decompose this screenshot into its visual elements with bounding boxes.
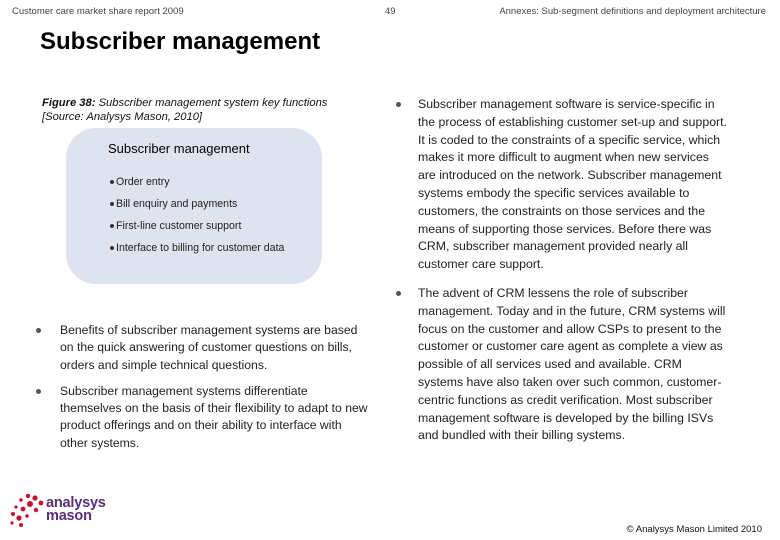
figure-box [66,128,322,284]
bullet-icon [110,246,114,250]
figure-caption-text: Subscriber management system key functions [Source: Analysys Mason, 2010] [42,97,328,123]
left-bullet-item: Benefits of subscriber management systems are based on the quick answering of customer questions on bills, orders and simple technical questions. [36,322,372,374]
figure-function-list [110,175,310,263]
figure-box-title: Subscriber management [108,141,250,156]
right-bullet-list [396,96,730,456]
bullet-icon [396,291,401,296]
figure-list-item: Order entry [110,175,310,189]
left-bullet-item: Subscriber management systems differentiate themselves on the basis of their flexibility to adapt to new product offerings and on their ability to interface with other systems. [36,383,372,452]
logo-wordmark: analysys mason [46,495,106,524]
figure-list-item: Bill enquiry and payments [110,197,310,211]
right-bullet-item: Subscriber management software is service-specific in the process of establishing customer set-up and support. It is coded to the constraints of a specific service, which makes it more difficult to augment when new services are introduced on the network. Subscriber management systems embody the specific services available to customers, the constraints on those services and the means of supporting those services. Before there was CRM, subscriber management provided nearly all customer care support. [396,96,730,274]
bullet-icon [110,224,114,228]
figure-list-item: First-line customer support [110,219,310,233]
bullet-icon [110,202,114,206]
bullet-icon [36,328,41,333]
page-title: Subscriber management [40,28,321,55]
bullet-icon [36,389,41,394]
right-bullet-item: The advent of CRM lessens the role of subscriber management. Today and in the future, CRM systems will focus on the customer and allow CSPs to present to the customer or customer care agent as complete a view as possible of all services used and available. CRM systems have also taken over such common, customer-centric functions as credit verification. Most subscriber management software is developed by the billing ISVs and bundled with their billing systems. [396,285,730,445]
header-report-title: Customer care market share report 2009 [12,6,184,17]
bullet-icon [396,102,401,107]
figure-label: Figure 38: [42,97,96,109]
page-number: 49 [385,6,396,17]
figure-list-item: Interface to billing for customer data [110,241,310,255]
left-bullet-list [36,322,372,461]
footer-copyright: © Analysys Mason Limited 2010 [626,524,762,535]
header-section-title: Annexes: Sub-segment definitions and deployment architecture [499,6,766,17]
bullet-icon [110,180,114,184]
figure-caption [42,96,372,124]
